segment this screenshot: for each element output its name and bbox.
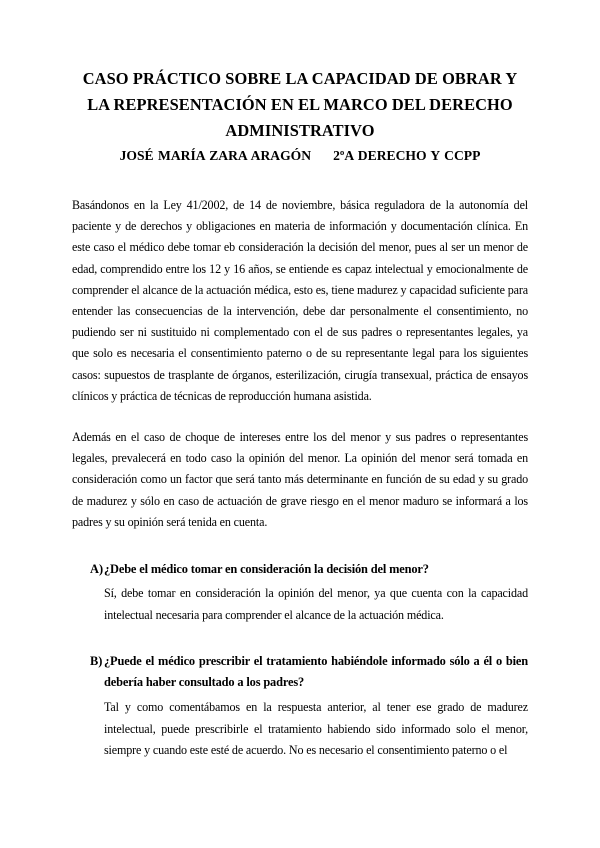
body-paragraph-1: Basándonos en la Ley 41/2002, de 14 de noviembre, básica reguladora de la autonomía del paciente y de derechos y obligaciones en materia de información y documentación clínica. En este caso el médico debe tomar eb consideración la decisión del menor, pues al ser un menor de edad, comprendido entre los 12 y 16 años, se entiende es capaz intelectual y emocionalmente de comprender el alcance de la actuación médica, esto es, tiene madurez y capacidad suficiente para entender las consecuencias de la intervención, debe dar personalmente el consentimiento, no pudiendo ser ni sustituido ni complementado con el de sus padres o representantes legales, ya que solo es necesaria el consentimiento paterno o de su representante legal para los siguientes casos: supuestos de trasplante de órganos, esterilización, cirugía transexual, práctica de ensayos clínicos y práctica de técnicas de reproducción humana asistida. xyxy=(72,198,528,403)
question-letter-a: A) xyxy=(90,562,104,577)
question-block-a xyxy=(72,559,528,627)
question-block-b xyxy=(72,651,528,762)
question-a: ¿Debe el médico tomar en consideración la decisión del menor? xyxy=(104,562,429,577)
document-title: CASO PRÁCTICO SOBRE LA CAPACIDAD DE OBRAR Y LA REPRESENTACIÓN EN EL MARCO DEL DERECHO ADMINISTRATIVO xyxy=(82,69,518,140)
question-letter-b: B) xyxy=(90,654,103,669)
author-name: JOSÉ MARÍA ZARA ARAGÓN xyxy=(119,148,312,163)
answer-b: Tal y como comentábamos en la respuesta anterior, al tener ese grado de madurez intelectual, puede prescribirle el tratamiento habiendo sido informado solo el menor, siempre y cuando este esté de acuerdo. No es necesario el consentimiento paterno o el xyxy=(104,699,528,758)
body-paragraph-2: Además en el caso de choque de intereses entre los del menor y sus padres o representantes legales, prevalecerá en todo caso la opinión del menor. La opinión del menor será tomada en consideración como un factor que será tanto más determinante en función de su edad y su grado de madurez y sólo en caso de actuación de grave riesgo en el menor maduro se informará a los padres y su opinión será tenida en cuenta. xyxy=(72,430,528,529)
author-line xyxy=(72,146,528,166)
answer-a: Sí, debe tomar en consideración la opinión del menor, ya que cuenta con la capacidad intelectual necesaria para comprender el alcance de la actuación médica. xyxy=(104,586,528,623)
question-b: ¿Puede el médico prescribir el tratamiento habiéndole informado sólo a él o bien debería haber consultado a los padres? xyxy=(104,654,528,690)
course-label: 2ºA DERECHO Y CCPP xyxy=(333,148,481,163)
